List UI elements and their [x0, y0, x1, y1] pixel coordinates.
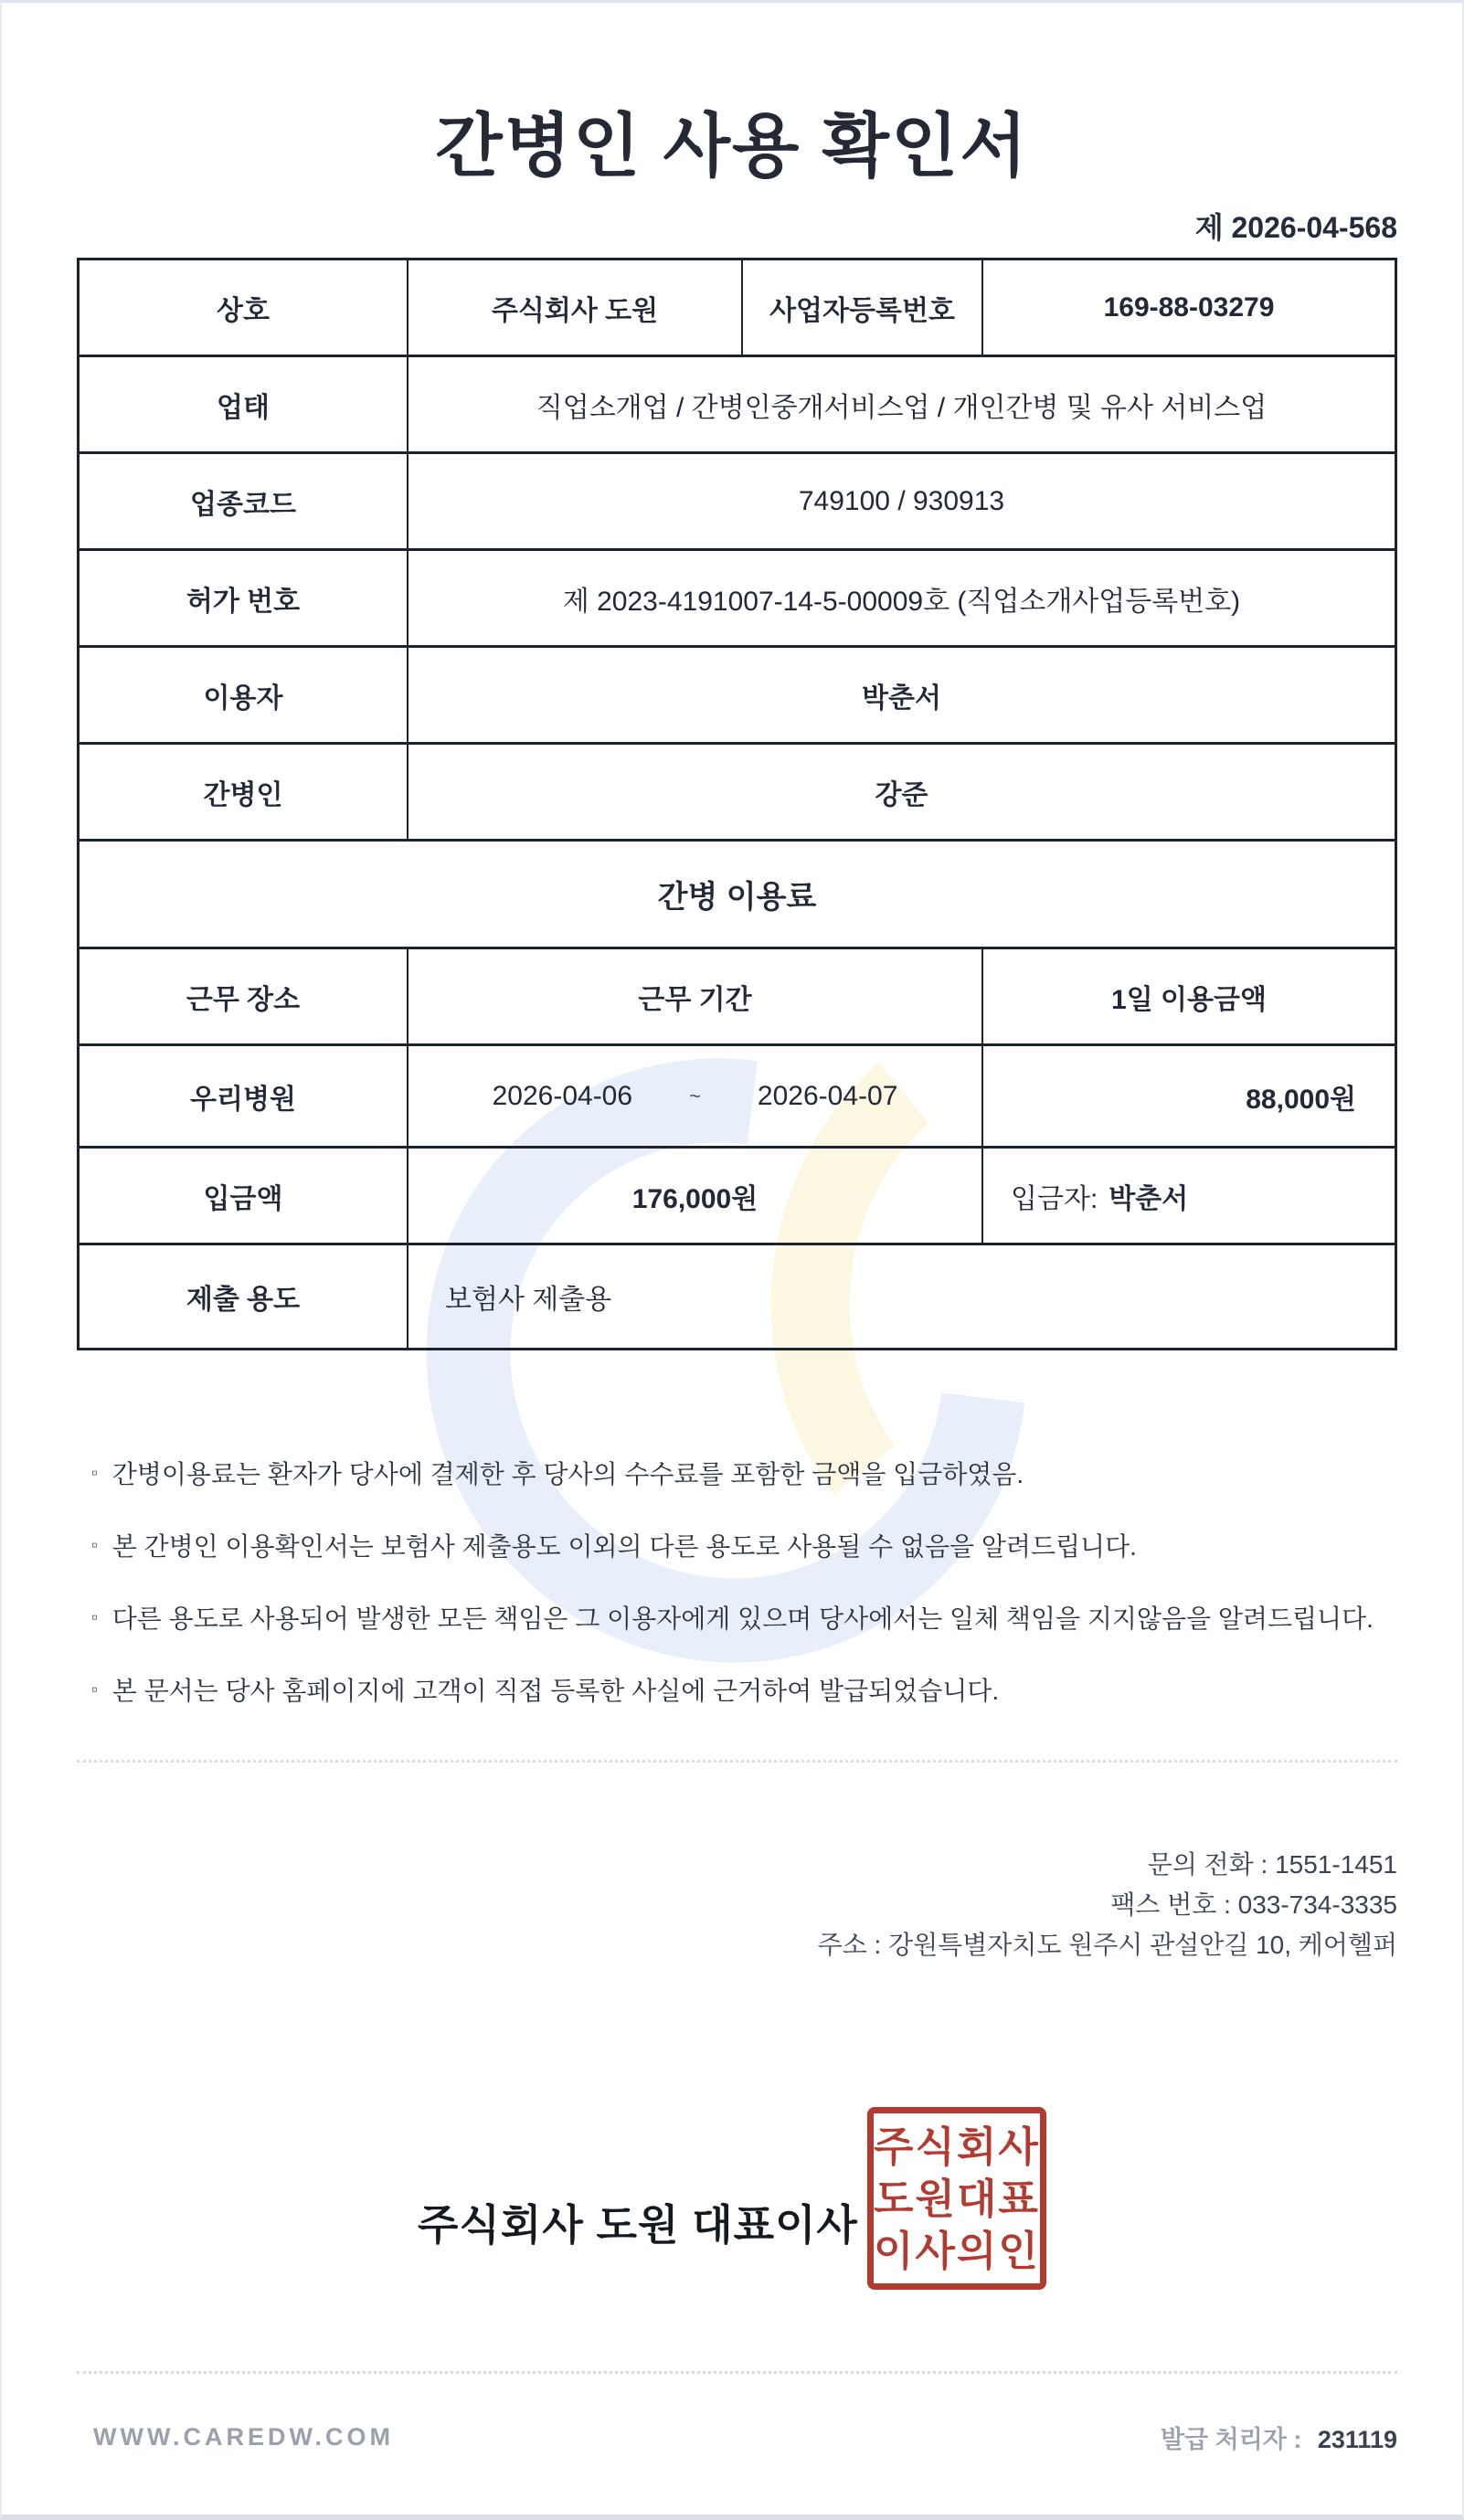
- caregiver-label-cell: 간병인: [80, 745, 408, 842]
- note-item-2: [91, 1530, 1462, 1603]
- biz-reg-label-cell: 사업자등록번호: [743, 260, 983, 357]
- note-text-2: 본 간병인 이용확인서는 보험사 제출용도 이외의 다른 용도로 사용될 수 없음을 알려드립니다.: [111, 1532, 1137, 1561]
- user-value-cell: 박춘서: [408, 648, 1395, 745]
- period-start: 2026-04-06: [492, 1080, 633, 1111]
- industry-code-value-cell: 749100 / 930913: [408, 454, 1395, 551]
- user-label-cell: 이용자: [80, 648, 408, 745]
- depositor-label: 입금자:: [1011, 1183, 1098, 1214]
- depositor-cell: [983, 1149, 1395, 1245]
- bullet-icon: ▫: [91, 1536, 98, 1555]
- company-seal-stamp: [867, 2107, 1046, 2290]
- note-item-1: [91, 1458, 1462, 1530]
- note-text-3: 다른 용도로 사용되어 발생한 모든 책임은 그 이용자에게 있으며 당사에서는 일체 책임을 지지않음을 알려드립니다.: [111, 1604, 1374, 1633]
- signature-company-text: 주식회사 도원 대표이사: [418, 2201, 858, 2249]
- note-item-3: [91, 1603, 1462, 1675]
- note-item-4: [91, 1675, 1462, 1747]
- permit-label-cell: 허가 번호: [80, 551, 408, 648]
- caregiver-value-cell: 강준: [408, 745, 1395, 842]
- issuer-block: [1161, 2419, 1397, 2455]
- footer-bar: [93, 2419, 1397, 2455]
- workplace-value-cell: 우리병원: [80, 1046, 408, 1149]
- daily-amount-label-cell: 1일 이용금액: [983, 949, 1395, 1046]
- depositor-value: 박춘서: [1109, 1183, 1189, 1214]
- bullet-icon: ▫: [91, 1680, 98, 1699]
- deposit-value-cell: 176,000원: [408, 1149, 983, 1245]
- industry-code-label-cell: 업종코드: [80, 454, 408, 551]
- stamp-line-2: 도원대표: [874, 2175, 1040, 2222]
- deposit-label-cell: 입금액: [80, 1149, 408, 1245]
- tilde-separator: ~: [689, 1084, 701, 1107]
- website-text: WWW.CAREDW.COM: [93, 2423, 394, 2451]
- biz-reg-value-cell: 169-88-03279: [983, 260, 1395, 357]
- page-title: 간병인 사용 확인서: [435, 108, 1029, 185]
- company-value-cell: 주식회사 도원: [408, 260, 743, 357]
- contact-address: 주소 : 강원특별자치도 원주시 관설안길 10, 케어헬퍼: [817, 1931, 1397, 1959]
- contact-block: [2, 1845, 1397, 1965]
- document-number: 제 2026-04-568: [1194, 211, 1397, 244]
- biz-type-label-cell: 업태: [80, 357, 408, 454]
- bullet-icon: ▫: [91, 1608, 98, 1627]
- purpose-value-cell: 보험사 제출용: [445, 1285, 612, 1315]
- workplace-label-cell: 근무 장소: [80, 949, 408, 1046]
- daily-amount-value-cell: 88,000원: [983, 1046, 1395, 1149]
- issuer-label: 발급 처리자 :: [1160, 2426, 1302, 2453]
- purpose-label-cell: 제출 용도: [80, 1245, 408, 1348]
- company-label-cell: 상호: [80, 260, 408, 357]
- confirmation-table: [77, 258, 1397, 1350]
- period-value-cell: [408, 1046, 983, 1149]
- biz-type-value-cell: 직업소개업 / 간병인중개서비스업 / 개인간병 및 유사 서비스업: [408, 357, 1395, 454]
- period-label-cell: 근무 기간: [408, 949, 983, 1046]
- stamp-line-1: 주식회사: [874, 2123, 1040, 2170]
- issuer-value: 231119: [1317, 2426, 1397, 2453]
- contact-fax: 팩스 번호 : 033-734-3335: [1110, 1890, 1397, 1919]
- permit-value-cell: 제 2023-4191007-14-5-00009호 (직업소개사업등록번호): [408, 551, 1395, 648]
- notes-list: [91, 1458, 1462, 1747]
- note-text-1: 간병이용료는 환자가 당사에 결제한 후 당사의 수수료를 포함한 금액을 입금하였음.: [111, 1460, 1024, 1488]
- contact-phone: 문의 전화 : 1551-1451: [1147, 1850, 1397, 1879]
- period-end: 2026-04-07: [757, 1080, 898, 1111]
- dotted-divider-top: [77, 1760, 1397, 1763]
- dotted-divider-bottom: [77, 2371, 1397, 2374]
- note-text-4: 본 문서는 당사 홈페이지에 고객이 직접 등록한 사실에 근거하여 발급되었습니다.: [111, 1677, 1000, 1705]
- fee-section-header-cell: 간병 이용료: [80, 842, 1395, 949]
- stamp-line-3: 이사의인: [874, 2227, 1040, 2274]
- bullet-icon: ▫: [91, 1464, 98, 1483]
- signature-row: [2, 2107, 1462, 2290]
